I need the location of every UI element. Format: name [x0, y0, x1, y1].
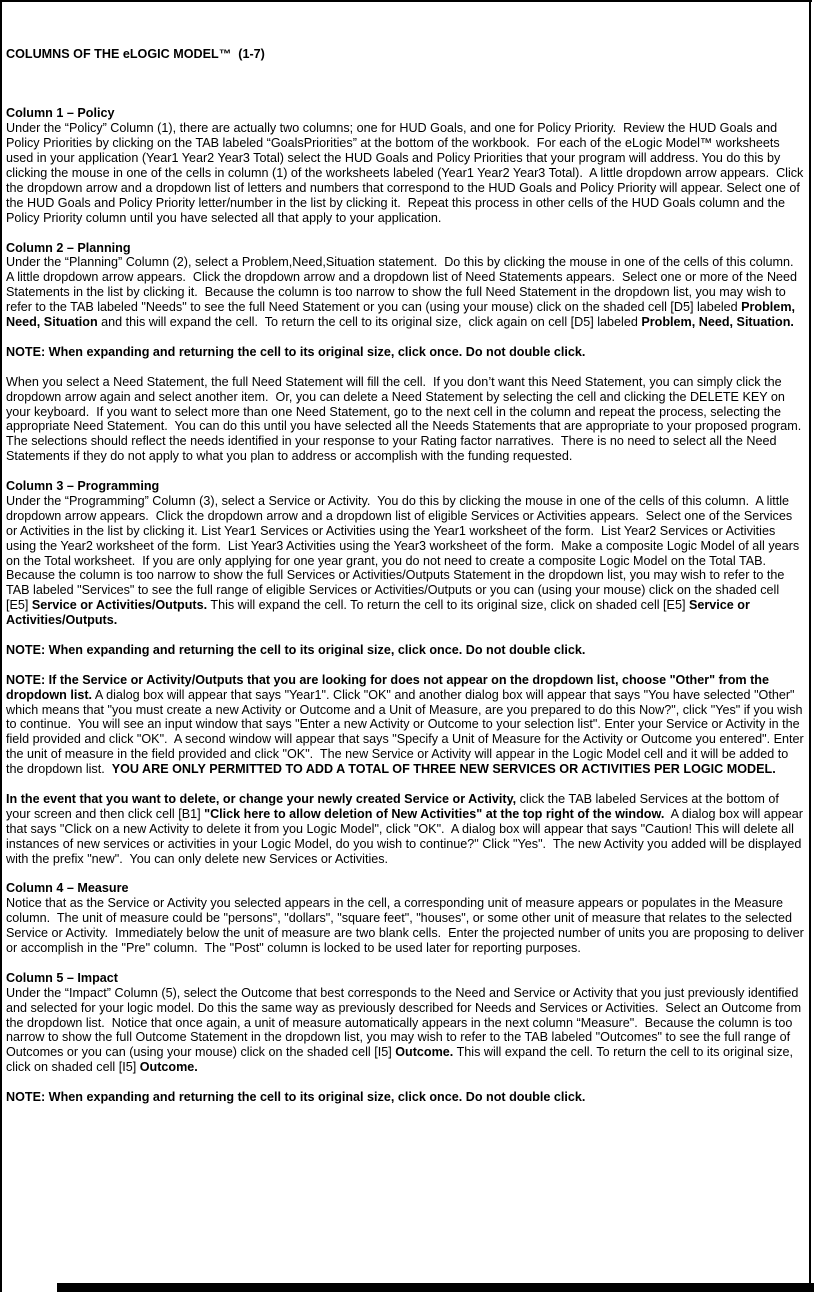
section-heading [6, 881, 804, 896]
text-run: A dialog box will appear that says "Click on a new Activity to delete it from you Logic Model", click "OK". A dialog box will appear that says "Caution! This will delete all instances of new services or activities in your Logic Model, do you wish to continue?" Click "Yes". The new Activity you added will be displayed with the prefix "new". You can only delete new Services or Activities. [6, 806, 807, 866]
text-run: Problem, Need, Situation [6, 300, 799, 330]
note [6, 345, 804, 360]
note [6, 1090, 804, 1105]
text-run: Service or Activities/Outputs. [31, 598, 208, 613]
text-run: Problem, Need, Situation. [641, 315, 794, 330]
text-run: Outcome. [139, 1060, 198, 1075]
text-run: Column 2 – Planning [6, 240, 131, 255]
text-run: YOU ARE ONLY PERMITTED TO ADD A TOTAL OF THREE NEW SERVICES OR ACTIVITIES PER LOGIC MODEL. [111, 762, 776, 777]
text-run: and this will expand the cell. To return the cell to its original size, click again on cell [D5] labeled [97, 315, 642, 330]
text-run: Column 1 – Policy [6, 106, 115, 121]
paragraph [6, 672, 808, 777]
text-run: Under the “Impact” Column (5), select the Outcome that best corresponds to the Need and Service or Activity that you just previously identified and selected for your logic model. Do this the same way as previously described for Needs and Services or Activities. Select an Outcome from the dropdown list. Notice that once again, a unit of measure automatically appears in the next column “Measure". Because the column is too narrow to show the full Outcome Statement in the dropdown list, you may wish to refer to the TAB labeled "Outcomes" to see the full range of Outcomes or you can (using your mouse) click on the shaded cell [I5] [6, 985, 805, 1060]
text-run: Under the “Planning” Column (2), select a Problem,Need,Situation statement. Do this by clicking the mouse in one of the cells of this column. A little dropdown arrow appears. Click the dropdown arrow and a dropdown list of Need Statements appears. Select one or more of the Need Statements in the list by clicking it. Because the column is too narrow to show the full Need Statement in the dropdown list, you may wish to refer to the TAB labeled "Needs" to see the full Need Statement or you can (using your mouse) click on the shaded cell [D5] labeled [6, 255, 801, 315]
text-run: NOTE: If the Service or Activity/Outputs that you are looking for does not appear on the dropdown list, choose "Other" from the dropdown list. [6, 672, 773, 702]
text-run: Under the “Programming” Column (3), select a Service or Activity. You do this by clicking the mouse in one of the cells of this column. A little dropdown arrow appears. Click the dropdown arrow and a dropdown list of eligible Services or Activities appears. Select one of the Services or Activities in the list by clicking it. List Year1 Services or Activities using the Year1 worksheet of the form. List Year2 Services or Activities using the Year2 worksheet of the form. List Year3 Activities using the Year3 worksheet of the form. Make a composite Logic Model of all years on the Total worksheet. If you are only applying for one year grant, you do not need to create a composite Logic Model on the Total TAB. Because the column is too narrow to show the full Services or Activities/Outputs Statement in the dropdown list, you may wish to refer to the TAB labeled "Services" to see the full range of eligible Services or Activities/Outputs or you can (using your mouse) click on the shaded cell [E5] [6, 493, 803, 613]
paragraph [6, 494, 804, 628]
document-title: COLUMNS OF THE eLOGIC MODEL™ (1-7) [6, 46, 265, 61]
paragraph [6, 121, 807, 225]
text-run: Outcome. [395, 1045, 454, 1060]
text-run: A dialog box will appear that says "Year1". Click "OK" and another dialog box will appear that says "You have selected "Other" which means that "you must create a new Activity or Outcome and a Unit of Measure, are you prepared to do this Now?", click "Yes" if you wish to continue. You will see an input window that says "Enter a new Activity or Outcome to your selection list". Enter your Service or Activity in the field provided and click "OK". A second window will appear that says "Specify a Unit of Measure for the Activity or Outcome you entered". Enter the unit of measure in the field provided and click "OK". The new Service or Activity will appear in the Logic Model cell and it will be added to the dropdown list. [6, 687, 808, 777]
text-run: NOTE: When expanding and returning the cell to its original size, click once. Do not double click. [6, 642, 586, 657]
text-run: In the event that you want to delete, or change your newly created Service or Activity, [6, 792, 517, 806]
section-heading [6, 479, 804, 494]
paragraph [6, 255, 804, 330]
section-heading [6, 106, 804, 121]
text-run: Under the “Policy” Column (1), there are actually two columns; one for HUD Goals, and one for Policy Priority. Review the HUD Goals and Policy Priorities by clicking on the TAB labeled “GoalsPriorities” at the bottom of the workbook. For each of the eLogic Model™ worksheets used in your application (Year1 Year2 Year3 Total) select the HUD Goals and Policy Priorities that your program will address. You do this by clicking the mouse in one of the cells in column (1) of the worksheets labeled (Year1 Year2 Year3 Total). A little dropdown arrow appears. Click the dropdown arrow and a dropdown list of letters and numbers that correspond to the HUD Goals and Policy Priority will appear. Select one of the HUD Goals and Policy Priority letter/number in the list by clicking it. Repeat this process in other cells of the HUD Goals column and the Policy Priority column until you have selected all that apply to your application. [6, 121, 807, 225]
bottom-bar [57, 1283, 814, 1292]
paragraph [6, 986, 804, 1075]
text-run: This will expand the cell. To return the cell to its original size, click on shaded cell [E5] [207, 598, 689, 613]
page-border-top [0, 0, 812, 2]
text-run: Column 4 – Measure [6, 881, 129, 896]
text-run: Column 3 – Programming [6, 479, 160, 494]
text-run: When you select a Need Statement, the full Need Statement will fill the cell. If you don’t want this Need Statement, you can simply click the dropdown arrow again and select another item. Or, you can delete a Need Statement by selecting the cell and clicking the DELETE KEY on your keyboard. If you want to select more than one Need Statement, go to the next cell in the column and repeat the process, selecting the appropriate Need Statement. You can do this until you have selected all the Needs Statements that are appropriate to your proposed program. The selections should reflect the needs identified in your response to your Rating factor narratives. There is no need to select all the Need Statements if they do not apply to what you plan to address or accomplish with the funding requested. [6, 374, 809, 464]
section-heading [6, 241, 804, 256]
paragraph [6, 374, 809, 464]
text-run: NOTE: When expanding and returning the cell to its original size, click once. Do not double click. [6, 344, 586, 359]
paragraph [6, 792, 807, 867]
document-content [6, 17, 809, 1150]
section-heading [6, 971, 804, 986]
text-run: Service or Activities/Outputs. [6, 598, 753, 628]
page-border-right [809, 0, 811, 1292]
text-run: Column 5 – Impact [6, 970, 118, 985]
text-run: "Click here to allow deletion of New Activities" at the top right of the window. [204, 806, 665, 821]
text-run: NOTE: When expanding and returning the cell to its original size, click once. Do not double click. [6, 1090, 586, 1105]
paragraph [6, 896, 808, 956]
note [6, 643, 804, 658]
text-run: This will expand the cell. To return the cell to its original size, click on shaded cell [I5] [6, 1045, 797, 1075]
page-border-left [0, 0, 2, 1292]
text-run: Notice that as the Service or Activity you selected appears in the cell, a corresponding unit of measure appears or populates in the Measure column. The unit of measure could be "persons", "dollars", "square feet", "houses", or some other unit of measure that relates to the selected Service or Activity. Immediately below the unit of measure are two blank cells. Enter the projected number of units you are proposing to deliver or accomplish in the "Pre" column. The "Post" column is locked to be used later for reporting purposes. [6, 896, 808, 956]
text-run: click the TAB labeled Services at the bottom of your screen and then click cell [B1] [6, 792, 783, 821]
document-body [6, 106, 809, 1105]
